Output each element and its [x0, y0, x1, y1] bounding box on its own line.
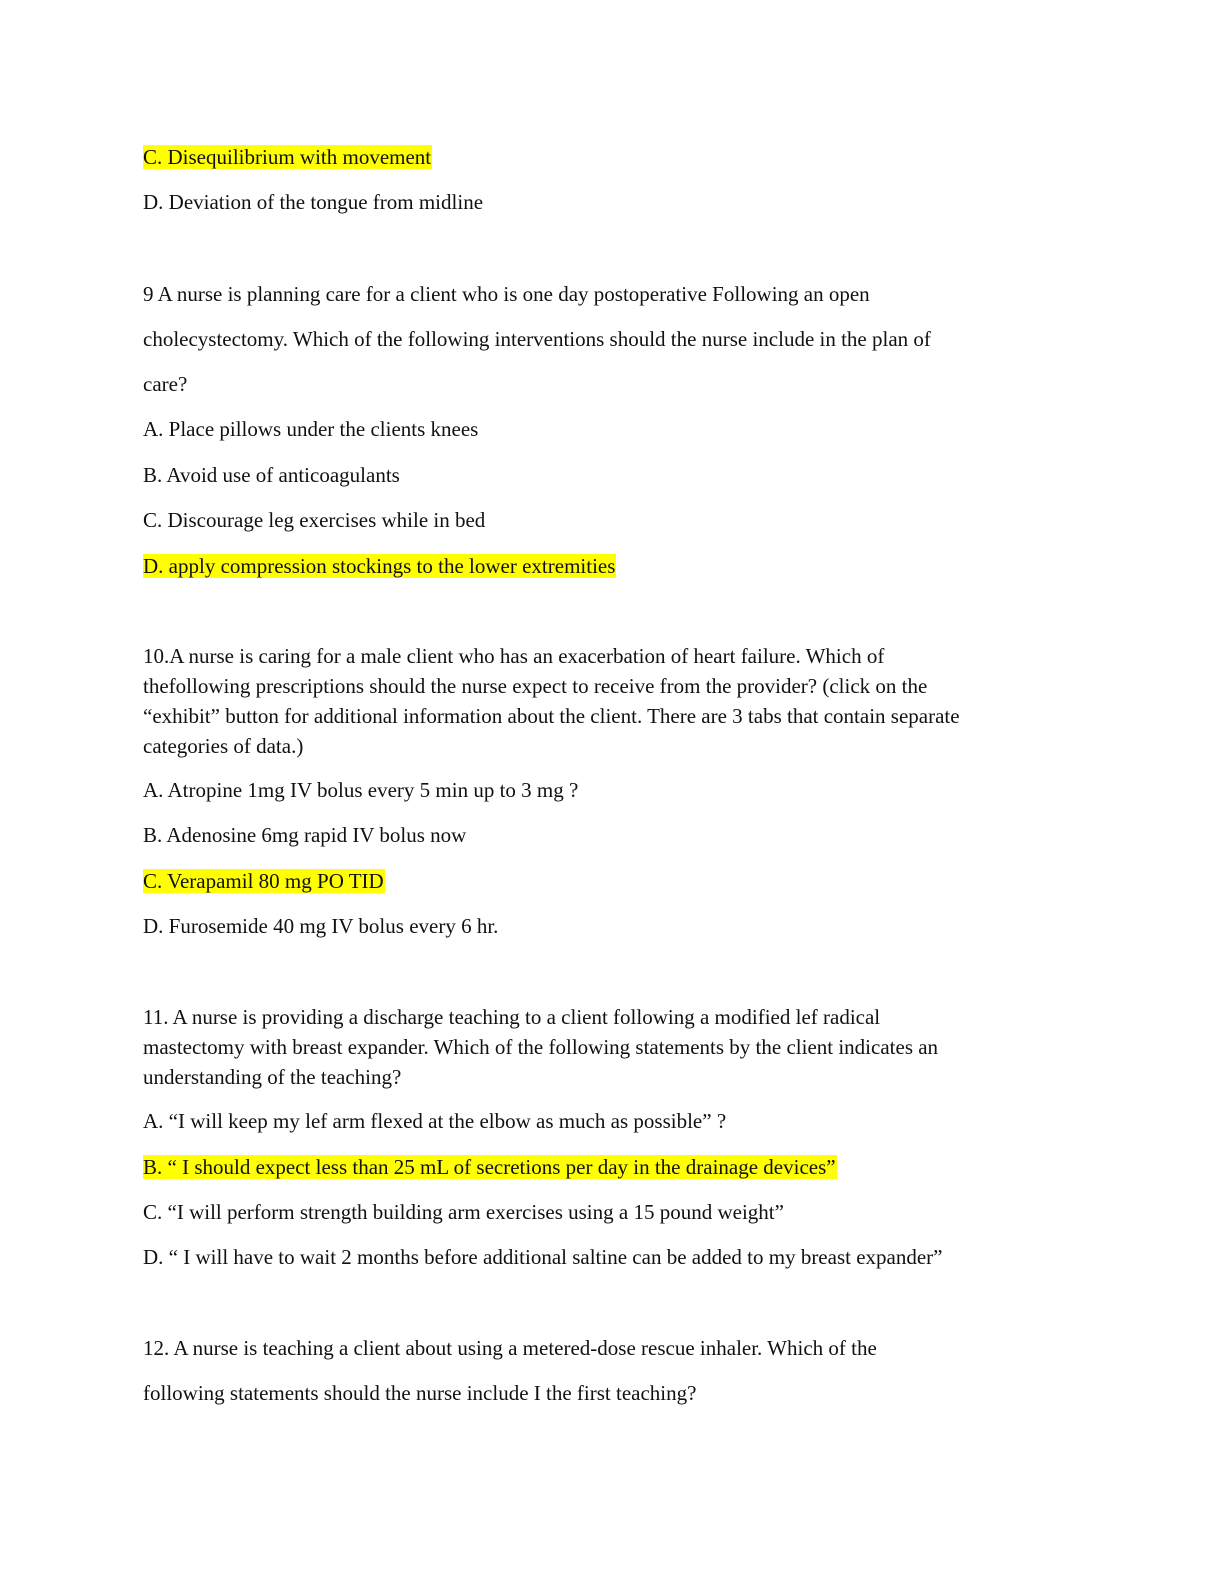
q9-option-c: C. Discourage leg exercises while in bed — [143, 508, 486, 532]
q12-stem-line-2: following statements should the nurse include I the first teaching? — [143, 1381, 697, 1405]
q11-option-b-highlighted: B. “ I should expect less than 25 mL of secretions per day in the drainage devices” — [143, 1155, 836, 1179]
q9-option-b: B. Avoid use of anticoagulants — [143, 463, 400, 487]
q9-stem-line-1: 9 A nurse is planning care for a client who is one day postoperative Following an open — [143, 282, 870, 306]
q11-option-b — [143, 1154, 837, 1180]
q8-option-d: D. Deviation of the tongue from midline — [143, 190, 484, 214]
q8-option-c-highlighted: C. Disequilibrium with movement — [143, 145, 432, 169]
q11-option-d: D. “ I will have to wait 2 months before additional saltine can be added to my breast expander” — [143, 1245, 943, 1269]
q9-stem-line-2: cholecystectomy. Which of the following interventions should the nurse include in the plan of — [143, 327, 931, 351]
q9-stem-line-3: care? — [143, 372, 188, 396]
q11-option-a: A. “I will keep my lef arm flexed at the elbow as much as possible” ? — [143, 1109, 727, 1133]
q10-option-a: A. Atropine 1mg IV bolus every 5 min up to 3 mg ? — [143, 778, 579, 802]
q11-stem-line-2: mastectomy with breast expander. Which of the following statements by the client indicates an — [143, 1035, 939, 1059]
q11-stem-line-3: understanding of the teaching? — [143, 1065, 402, 1089]
q10-stem-line-4: categories of data.) — [143, 734, 304, 758]
q10-stem-line-2: thefollowing prescriptions should the nurse expect to receive from the provider? (click on the — [143, 674, 928, 698]
q9-option-d — [143, 553, 616, 579]
q9-option-a: A. Place pillows under the clients knees — [143, 417, 479, 441]
q9-option-d-highlighted: D. apply compression stockings to the lower extremities — [143, 554, 616, 578]
q10-option-d: D. Furosemide 40 mg IV bolus every 6 hr. — [143, 914, 499, 938]
q10-stem-line-1: 10.A nurse is caring for a male client who has an exacerbation of heart failure. Which of — [143, 644, 885, 668]
q11-option-c: C. “I will perform strength building arm exercises using a 15 pound weight” — [143, 1200, 784, 1224]
q10-option-c — [143, 868, 385, 894]
q8-option-c — [143, 144, 432, 170]
q10-stem-line-3: “exhibit” button for additional information about the client. There are 3 tabs that contain separate — [143, 704, 960, 728]
q11-stem-line-1: 11. A nurse is providing a discharge teaching to a client following a modified lef radical — [143, 1005, 881, 1029]
q12-stem-line-1: 12. A nurse is teaching a client about using a metered-dose rescue inhaler. Which of the — [143, 1336, 877, 1360]
q10-option-c-highlighted: C. Verapamil 80 mg PO TID — [143, 869, 384, 893]
q10-option-b: B. Adenosine 6mg rapid IV bolus now — [143, 823, 467, 847]
